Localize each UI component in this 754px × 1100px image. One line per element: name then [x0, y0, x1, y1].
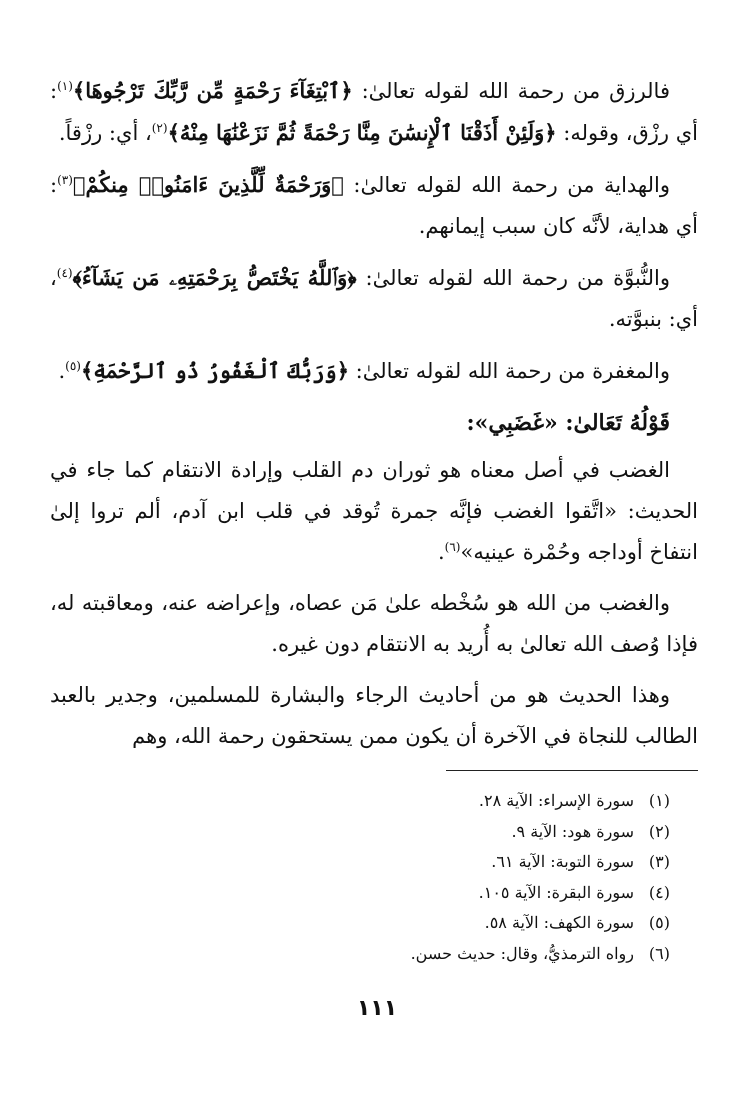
footnote-separator	[446, 770, 698, 771]
text: : أي رزْق، وقوله:	[50, 79, 698, 145]
paragraph-maghfira	[50, 350, 698, 392]
quran-verse: ﴿وَرَحْمَةٌ لِّلَّذِينَ ءَامَنُوا۟ مِنكُمْ﴾	[72, 172, 344, 197]
footnote-text: سورة الكهف: الآية ٥٨.	[484, 913, 634, 932]
footnote-number: (٣)	[648, 852, 670, 871]
text: ، أي: بنبوَّته.	[50, 266, 698, 331]
paragraph-hidaya	[50, 164, 698, 247]
footnote-text: سورة البقرة: الآية ١٠٥.	[478, 882, 634, 902]
footnote-text: سورة التوبة: الآية ٦١.	[491, 852, 634, 871]
quran-verse: ﴿وَٱللَّهُ يَخْتَصُّ بِرَحْمَتِهِۦ مَن يَشَآءُ﴾	[72, 265, 357, 290]
footnotes	[50, 786, 670, 969]
footnote-ref: (٢)	[151, 121, 168, 135]
quran-verse: ﴿ٱبْتِغَآءَ رَحْمَةٍ مِّن رَّبِّكَ تَرْجُوهَا﴾	[72, 78, 353, 103]
footnote-ref: (٦)	[444, 540, 461, 554]
text: فالرزق من رحمة الله لقوله تعالىٰ:	[352, 79, 670, 103]
text: ، أي: رزْقاً.	[58, 121, 152, 145]
footnote-ref: (٤)	[56, 266, 73, 280]
footnote-ref: (٥)	[65, 359, 81, 373]
text: والهداية من رحمة الله لقوله تعالىٰ:	[343, 173, 670, 197]
footnote-item	[50, 878, 670, 909]
footnote-item	[50, 847, 670, 878]
paragraph-rizq	[50, 70, 698, 154]
paragraph-hadith-hope: وهذا الحديث هو من أحاديث الرجاء والبشارة للمسلمين، وجدير بالعبد الطالب للنجاة في الآخرة أن يكون ممن يستحقون رحمة الله، وهم	[50, 683, 698, 748]
footnote-ref: (٣)	[57, 173, 73, 187]
page-number: ١١١	[356, 996, 398, 1021]
footnote-number: (٤)	[648, 882, 670, 902]
text: والنُّبوَّة من رحمة الله لقوله تعالىٰ:	[356, 266, 670, 290]
footnote-number: (٥)	[648, 913, 670, 932]
footnote-text: سورة الإسراء: الآية ٢٨.	[478, 791, 634, 810]
text: : أي هداية، لأنَّه كان سبب إيمانهم.	[50, 173, 698, 238]
footnote-text: سورة هود: الآية ٩.	[511, 821, 634, 841]
paragraph-allah-ghadab: والغضب من الله هو سُخْطه علىٰ مَن عصاه، وإعراضه عنه، ومعاقبته له، فإذا وُصف الله تعالىٰ به أُريد به الانتقام دون غيره.	[50, 591, 698, 656]
footnote-item	[50, 817, 670, 848]
paragraph-ghadab	[50, 450, 698, 573]
footnote-number: (١)	[648, 791, 670, 810]
footnote-text: رواه الترمذيُّ، وقال: حديث حسن.	[410, 943, 634, 963]
text: والمغفرة من رحمة الله لقوله تعالىٰ:	[349, 359, 670, 383]
paragraph-nubuwwa	[50, 257, 698, 340]
footnote-item	[50, 939, 670, 970]
text: .	[58, 359, 66, 383]
footnote-ref: (١)	[57, 79, 73, 93]
footnote-item	[50, 908, 670, 939]
section-heading: قَوْلُهُ تَعَالىٰ: «غَضَبِي»:	[466, 410, 670, 436]
text: الغضب في أصل معناه هو ثوران دم القلب وإرادة الانتقام كما جاء في الحديث: «اتَّقوا الغضب فإنَّه جمرة تُوقد في قلب ابن آدم، ألم تروا إلىٰ انتفاخ أوداجه وحُمْرة عينيه»	[50, 458, 698, 564]
footnote-number: (٢)	[648, 821, 670, 841]
page-body	[50, 70, 698, 767]
quran-verse: ﴿وَرَبُّكَ ٱلْغَفُورُ ذُو ٱلرَّحْمَةِ﴾	[80, 358, 349, 383]
footnote-item	[50, 786, 670, 817]
text: .	[437, 540, 445, 564]
footnote-number: (٦)	[648, 943, 670, 963]
quran-verse: ﴿وَلَئِنْ أَذَقْنَا ٱلْإِنسَٰنَ مِنَّا رَحْمَةً ثُمَّ نَزَعْنَٰهَا مِنْهُ﴾	[167, 120, 557, 145]
